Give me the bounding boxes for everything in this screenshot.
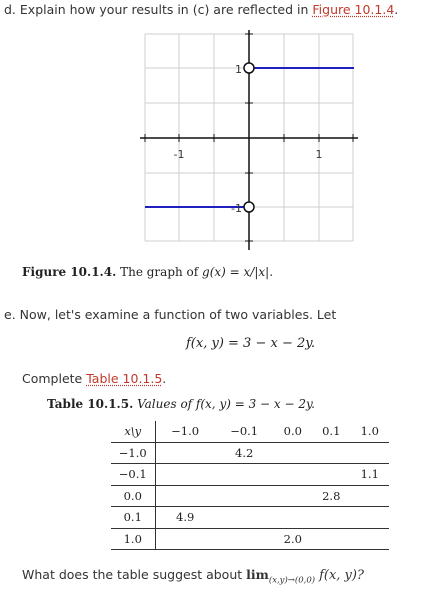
tick-label-x-pos: 1 — [315, 148, 323, 161]
table-header-row — [111, 421, 389, 442]
table-cell — [155, 442, 215, 464]
table-cell — [274, 464, 312, 486]
table-cell — [350, 485, 389, 507]
table-cell: 1.0 — [111, 528, 155, 550]
table-cell — [350, 528, 389, 550]
table-cell — [350, 442, 389, 464]
table-cell — [312, 507, 350, 529]
table-header-cell: 1.0 — [350, 421, 389, 442]
table-cell — [215, 507, 274, 529]
table-cell — [155, 464, 215, 486]
figure-caption-text: The graph of — [120, 265, 199, 279]
values-table — [111, 421, 389, 550]
table-cell: 0.0 — [111, 485, 155, 507]
table-row — [111, 507, 389, 529]
part-d-text: d. Explain how your results in (c) are reflected in Figure 10.1.4. — [4, 2, 399, 17]
part-e-label: e. — [4, 307, 16, 322]
table-header-cell: 0.1 — [312, 421, 350, 442]
figure-caption — [22, 265, 273, 279]
table-cell — [274, 507, 312, 529]
table-header-cell: −0.1 — [215, 421, 274, 442]
lim-subscript: (x,y)→(0,0) — [268, 575, 316, 586]
figure-caption-label: Figure 10.1.4. — [22, 265, 117, 279]
lim-expression: f(x, y)? — [319, 568, 364, 583]
figure-caption-math: g(x) = x/|x|. — [202, 265, 274, 279]
table-header-cell: 0.0 — [274, 421, 312, 442]
open-circle-top — [244, 63, 254, 73]
step-function-graph — [140, 30, 360, 250]
table-cell — [215, 528, 274, 550]
part-e-text — [4, 307, 336, 322]
tick-label-y-neg: -1 — [231, 202, 242, 215]
tick-label-x-neg: -1 — [173, 148, 185, 161]
table-row — [111, 528, 389, 550]
part-e-body: Now, let's examine a function of two variables. Let — [19, 307, 337, 322]
table-cell — [274, 442, 312, 464]
tick-label-y-pos: 1 — [235, 63, 242, 76]
function-equation: f(x, y) = 3 − x − 2y. — [186, 336, 315, 351]
table-caption-label: Table 10.1.5. — [47, 397, 134, 411]
table-cell: 4.2 — [215, 442, 274, 464]
table-row — [111, 485, 389, 507]
table-cell — [215, 485, 274, 507]
question-text: What does the table suggest about — [22, 567, 243, 582]
table-cell: 1.1 — [350, 464, 389, 486]
table-cell — [312, 528, 350, 550]
table-cell — [155, 485, 215, 507]
table-header-cell: x\y — [111, 421, 155, 442]
table-cell: 4.9 — [155, 507, 215, 529]
open-circle-bottom — [244, 202, 254, 212]
part-d-body: Explain how your results in (c) are reflected in — [19, 2, 309, 17]
table-cell: −0.1 — [111, 464, 155, 486]
table-cell — [215, 464, 274, 486]
table-cell: 2.0 — [274, 528, 312, 550]
table-cell: 2.8 — [312, 485, 350, 507]
lim-operator: lim — [246, 567, 269, 582]
table-cell — [312, 442, 350, 464]
table-cell — [155, 528, 215, 550]
table-header-cell: −1.0 — [155, 421, 215, 442]
table-caption — [47, 397, 315, 411]
figure-link[interactable]: Figure 10.1.4 — [312, 2, 395, 17]
table-row — [111, 442, 389, 464]
table-cell: −1.0 — [111, 442, 155, 464]
table-cell — [350, 507, 389, 529]
part-d-label: d. — [4, 2, 16, 17]
table-link[interactable]: Table 10.1.5 — [86, 371, 163, 386]
table-cell — [274, 485, 312, 507]
complete-instruction: Complete Table 10.1.5. — [22, 371, 167, 386]
table-cell: 0.1 — [111, 507, 155, 529]
table-cell — [312, 464, 350, 486]
table-caption-text: Values of f(x, y) = 3 − x − 2y. — [137, 397, 315, 411]
table-row — [111, 464, 389, 486]
limit-question — [22, 567, 364, 586]
